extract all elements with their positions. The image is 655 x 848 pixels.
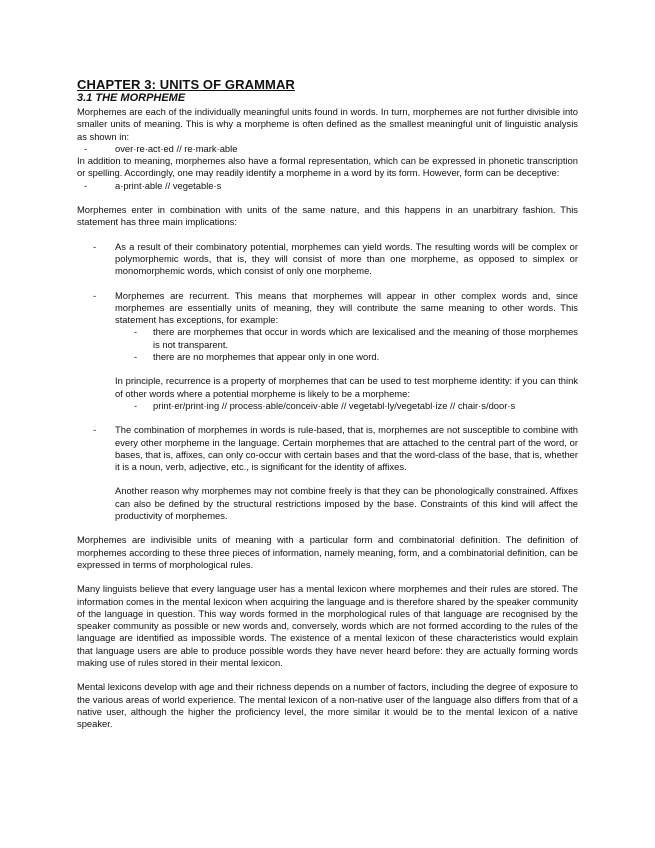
implications-list [77, 241, 578, 523]
form-paragraph: In addition to meaning, morphemes also have a formal representation, which can be expressed in phonetic transcription or spelling. Accordingly, one may readily identify a morpheme in a word by its form. However, form can be deceptive: [77, 155, 578, 179]
another-reason-paragraph: Another reason why morphemes may not combine freely is that they can be phonologically constrained. Affixes can also be defined by the structural restrictions imposed by the base. Constraints of this kind will affect the productivity of morphemes. [115, 485, 578, 522]
intro-paragraph: Morphemes are each of the individually meaningful units found in words. In turn, morphemes are not further divisible into smaller units of meaning. This is why a morpheme is often defined as the smallest meaningful unit of linguistic analysis as shown in: [77, 106, 578, 142]
implication-item [77, 290, 578, 413]
implication-text: - The combination of morphemes in words is rule-based, that is, morphemes are not susceptible to combine with every other morpheme in the language. Certain morphemes that are attached to the central part of the word, or bases, that is, affixes, can only co-occur with certain bases and that the word-class of the base, that is, whether it is a noun, verb, adjective, etc., is significant for the identity of affixes. [115, 424, 578, 473]
principle-examples-list [115, 400, 578, 412]
implication-item [77, 241, 578, 278]
example-item: - over·re·act·ed // re·mark·able [77, 143, 578, 155]
development-paragraph: Mental lexicons develop with age and their richness depends on a number of factors, including the degree of exposure to the various areas of world experience. The mental lexicon of a non-native user of the language also differs from that of a native user, although the higher the proficiency level, the more similar it would be to the mental lexicon of a native speaker. [77, 681, 578, 730]
principle-paragraph: In principle, recurrence is a property of morphemes that can be used to test morpheme identity: if you can think of other words where a potential morpheme is likely to be a morpheme: [115, 375, 578, 399]
implication-text: - As a result of their combinatory potential, morphemes can yield words. The resulting words will be complex or polymorphemic words, that is, they will consist of more than one morpheme, as opposed to simplex or monomorphemic words, which consist of only one morpheme. [115, 240, 578, 277]
combination-paragraph: Morphemes enter in combination with units of the same nature, and this happens in an unarbitrary fashion. This statement has three main implications: [77, 204, 578, 228]
chapter-title: CHAPTER 3: UNITS OF GRAMMAR [77, 77, 295, 92]
section-title: 3.1 THE MORPHEME [77, 92, 186, 104]
implication-item [77, 424, 578, 522]
implication-text: - Morphemes are recurrent. This means that morphemes will appear in other complex words and, since morphemes are essentially units of meaning, they will contribute the same meaning to other words. This statement has exceptions, for example: [115, 289, 578, 326]
exception-item: - there are morphemes that occur in words which are lexicalised and the meaning of those morphemes is not transparent. [115, 326, 578, 351]
example-list-2 [77, 180, 578, 192]
example-item: - a·print·able // vegetable·s [77, 180, 578, 192]
lexicon-paragraph: Many linguists believe that every language user has a mental lexicon where morphemes and their rules are stored. The information comes in the mental lexicon when acquiring the language and is therefore shared by the speaker community of the language in question. This way words formed in the morphological rules of that language are recognised by the speaker community as possible or new words and, conversely, words which are not formed according to the rules of the language are identified as impossible words. The existence of a mental lexicon of these characteristics would explain that language users are able to produce possible words they have never heard before: they are actually forming words making use of rules stored in their mental lexicon. [77, 583, 578, 668]
exception-item: - there are no morphemes that appear only in one word. [115, 351, 578, 363]
example-list-1 [77, 143, 578, 155]
definition-paragraph: Morphemes are indivisible units of meaning with a particular form and combinatorial definition. The definition of morphemes according to these three pieces of information, namely meaning, form, and a combinatorial definition, can be expressed in terms of morphological rules. [77, 534, 578, 570]
exceptions-list [115, 326, 578, 363]
principle-example-item: - print·er/print·ing // process·able/conceiv·able // vegetabl·ly/vegetabl·ize // chair·s/door·s [115, 400, 578, 412]
